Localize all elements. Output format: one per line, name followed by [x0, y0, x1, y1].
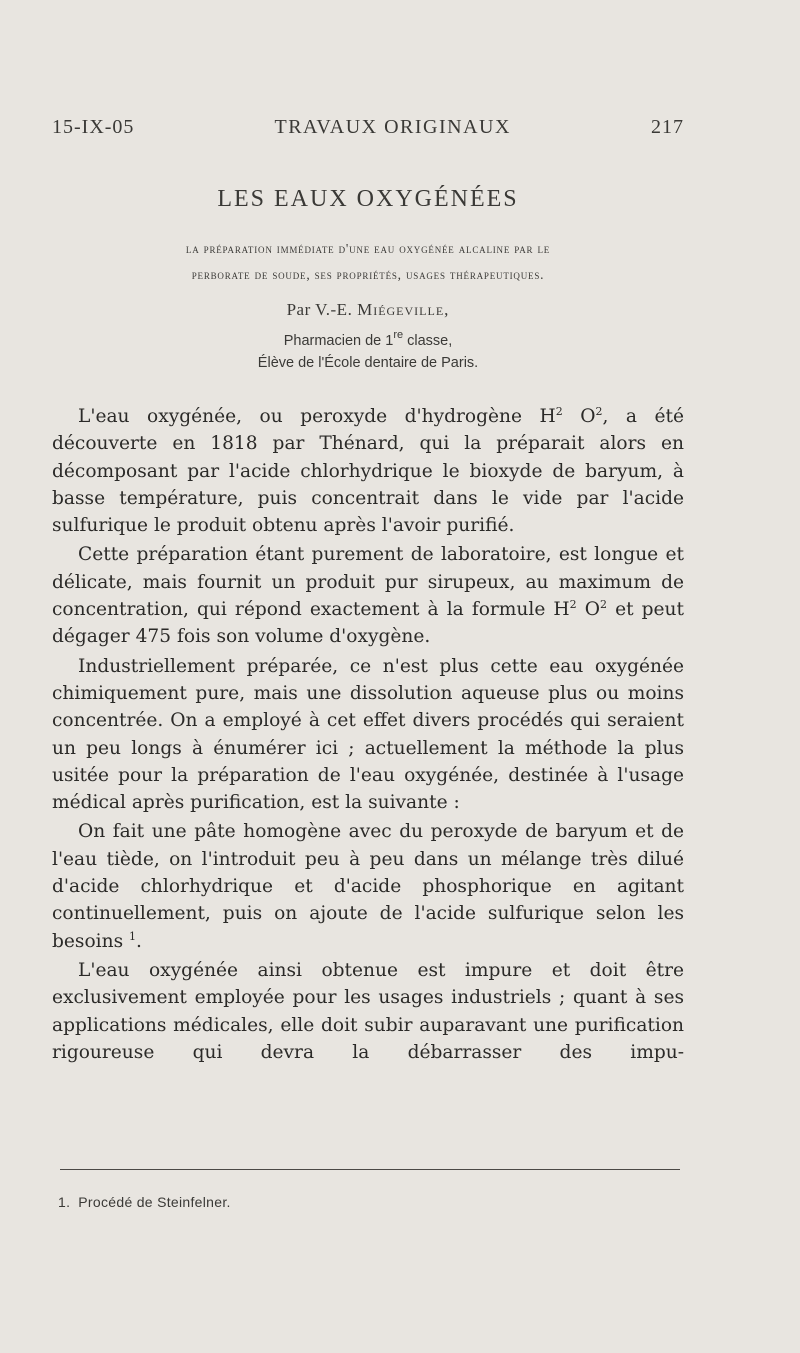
- text-run: .: [136, 930, 142, 952]
- footnote: [58, 1194, 231, 1210]
- running-head: [52, 116, 684, 139]
- text-run: , a été découverte en 1818 par Thénard, qui la préparait alors en décomposant par l'acide chlorhydrique le bioxyde de baryum, à basse température, puis concentrait dans le vide par l'acide sulfurique le produit obtenu après l'avoir purifié.: [52, 406, 685, 537]
- superscript: 2: [555, 405, 563, 418]
- text-run: et peut dégager 475 fois son volume d'oxygène.: [52, 599, 685, 648]
- text-run: On fait une pâte homogène avec du peroxyde de baryum et de l'eau tiède, on l'introduit peu à peu dans un mélange très dilué d'acide chlorhydrique et d'acide phosphorique en agitant continuellement, puis on ajoute de l'acide sulfurique selon les besoins: [52, 821, 684, 952]
- author-credentials: [0, 330, 736, 374]
- author-name: Miégeville,: [357, 300, 450, 319]
- credential-text: classe,: [403, 333, 453, 349]
- article-title: LES EAUX OXYGÉNÉES: [217, 186, 519, 212]
- paragraph-1: [52, 403, 684, 539]
- paragraph-2: [52, 541, 684, 650]
- author-byline: [0, 300, 736, 320]
- text-run: O: [576, 599, 600, 621]
- subtitle-line-1: la préparation immédiate d'une eau oxygénée alcaline par le: [185, 241, 551, 256]
- footnote-text: Procédé de Steinfelner.: [78, 1194, 231, 1210]
- superscript: 2: [600, 598, 607, 612]
- text-run: L'eau oxygénée, ou peroxyde d'hydrogène H: [78, 406, 556, 427]
- subtitle-line-2: perborate de soude, ses propriétés, usages thérapeutiques.: [191, 267, 545, 282]
- article-body: [52, 403, 684, 1068]
- text-run: Cette préparation étant purement de laboratoire, est longue et délicate, mais fournit un produit pur sirupeux, au maximum de concentration, qui répond exactement à la formule H: [52, 544, 684, 621]
- credential-line-2: Élève de l'École dentaire de Paris.: [257, 355, 479, 371]
- superscript: 2: [595, 405, 603, 418]
- issue-date: 15-IX-05: [52, 116, 135, 138]
- page-number: 217: [651, 116, 684, 138]
- footnote-number: 1.: [58, 1194, 71, 1210]
- footnote-ref: 1: [129, 929, 137, 943]
- paragraph-4: [52, 818, 684, 954]
- credential-text: Pharmacien de 1: [283, 333, 394, 349]
- paragraph-5: L'eau oxygénée ainsi obtenue est impure et doit être exclusivement employée pour les usages industriels ; quant à ses applications médicales, elle doit subir auparavant une purification rigoureuse qui devra la débarrasser des impu-: [52, 959, 684, 1063]
- article-subtitle: [52, 236, 684, 288]
- text-run: O: [562, 406, 596, 427]
- credential-line-1: [0, 330, 736, 352]
- footnote-rule: [60, 1169, 680, 1170]
- credential-sup: re: [393, 329, 404, 341]
- paragraph-3: Industriellement préparée, ce n'est plus cette eau oxygénée chimiquement pure, mais une dissolution aqueuse plus ou moins concentrée. On a employé à cet effet divers procédés qui seraient un peu longs à énumérer ici ; actuellement la méthode la plus usitée pour la préparation de l'eau oxygénée, destinée à l'usage médical après purification, est la suivante :: [52, 655, 684, 814]
- byline-prefix: Par V.-E.: [286, 300, 358, 319]
- superscript: 2: [569, 598, 577, 612]
- section-title: TRAVAUX ORIGINAUX: [274, 116, 511, 138]
